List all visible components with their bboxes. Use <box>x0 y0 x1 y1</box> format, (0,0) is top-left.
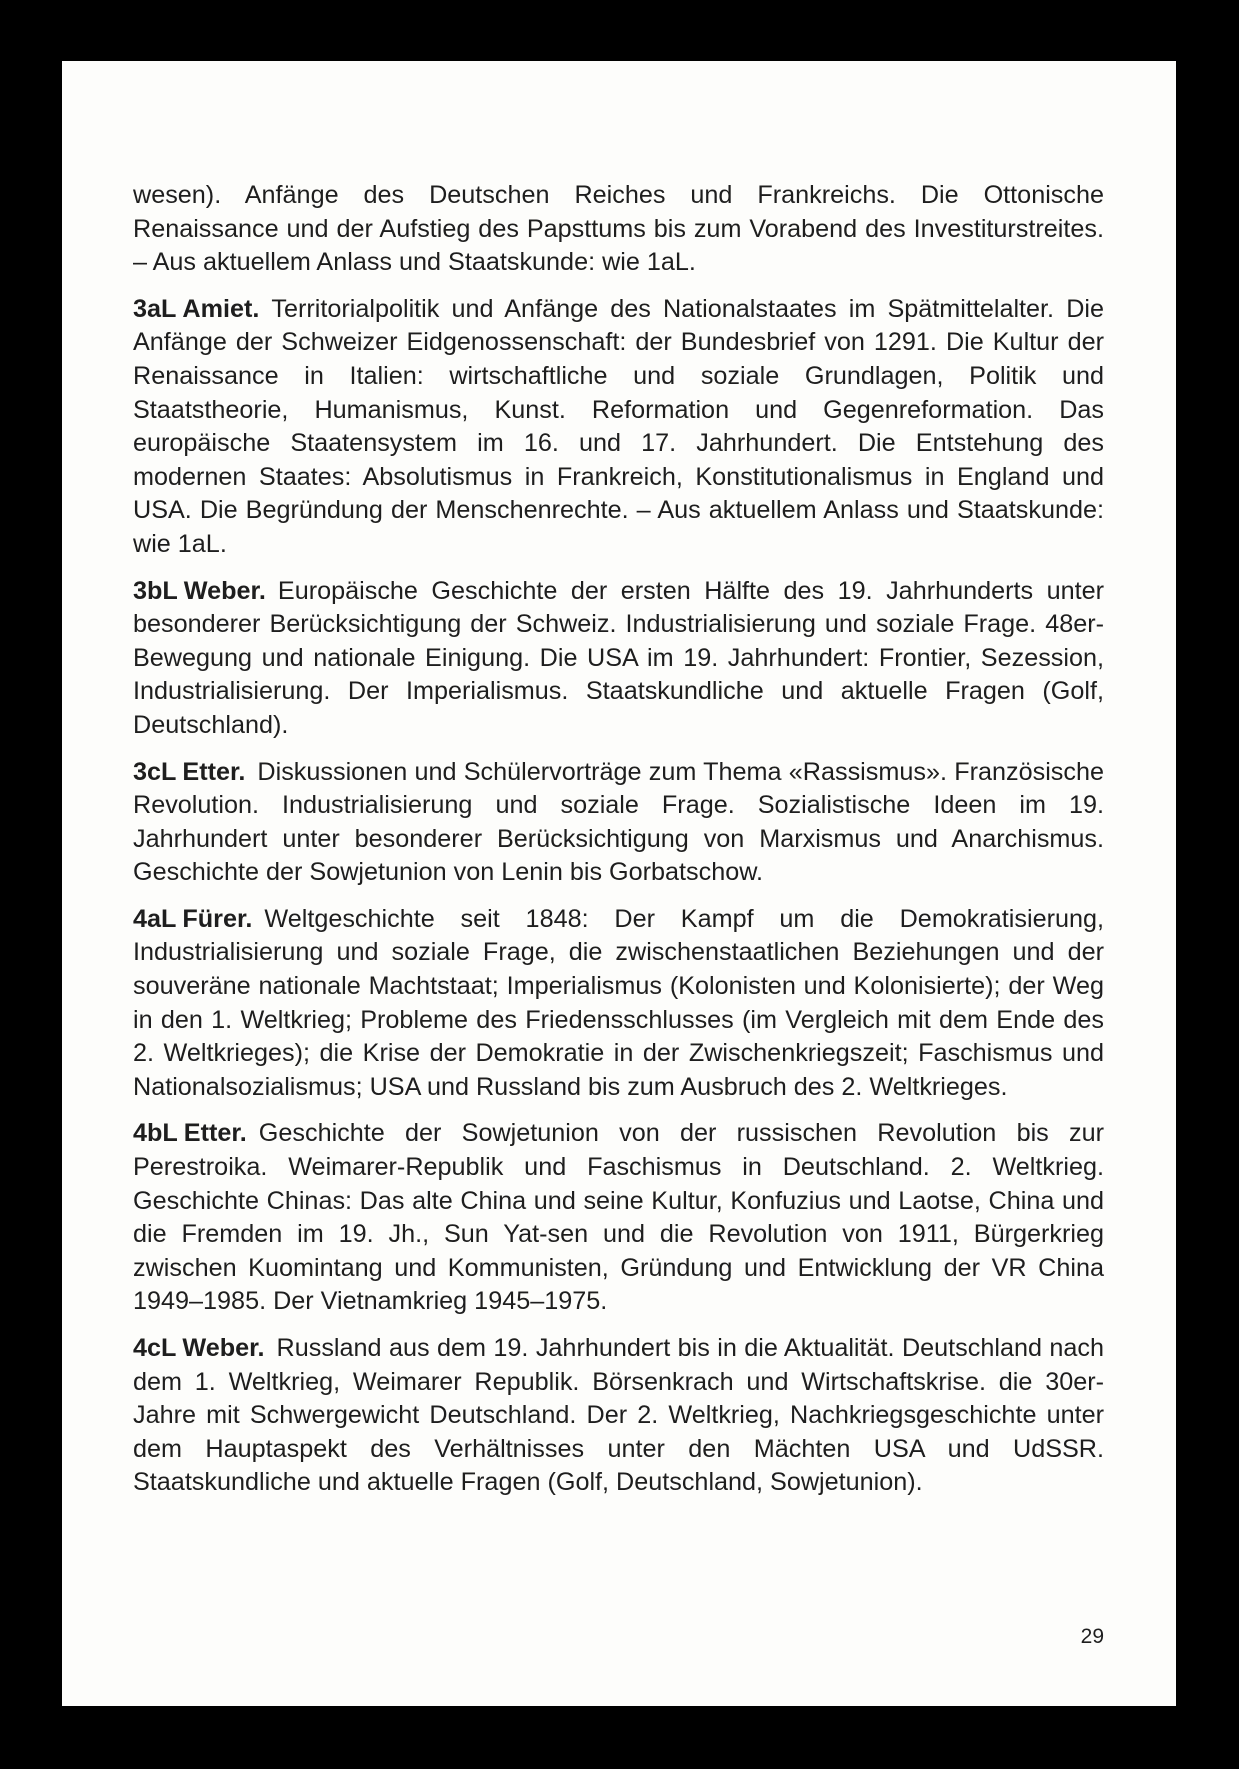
section-text: Weltgeschichte seit 1848: Der Kampf um die Demokratisierung, Industrialisierung und soziale Frage, die zwischenstaatlichen Beziehungen und der souveräne nationale Machtstaat; Imperialismus (Kolonisten und Kolonisierte); der Weg in den 1. Weltkrieg; Probleme des Friedensschlusses (im Vergleich mit dem Ende des 2. Weltkrieges); die Krise der Demokratie in der Zwischenkriegszeit; Faschismus und Nationalsozialismus; USA und Russland bis zum Ausbruch des 2. Weltkrieges. <box>133 904 1104 1101</box>
section-class-code: 4aL <box>133 904 177 933</box>
section-4bL <box>133 1117 1104 1319</box>
section-class-code: 4cL <box>133 1334 177 1362</box>
section-4aL <box>133 903 1104 1105</box>
section-class-code: 3cL <box>133 757 177 786</box>
section-class-code: 3aL <box>133 294 177 323</box>
section-class-code: 3bL <box>133 576 178 605</box>
section-3cL <box>133 756 1104 890</box>
page-number: 29 <box>1080 1625 1104 1648</box>
section-teacher: Weber. <box>182 1334 265 1362</box>
intro-paragraph: wesen). Anfänge des Deutschen Reiches und Frankreichs. Die Ottonische Renaissance und der Aufstieg des Papsttums bis zum Vorabend des Investiturstreites. – Aus aktuellem Anlass und Staatskunde: wie 1aL. <box>133 181 1104 277</box>
section-text: Russland aus dem 19. Jahrhundert bis in die Aktualität. Deutschland nach dem 1. Weltkrieg, Weimarer Republik. Börsenkrach und Wirtschaftskrise. die 30er-Jahre mit Schwergewicht Deutschland. Der 2. Weltkrieg, Nachkriegsgeschichte unter dem Hauptaspekt des Verhältnisses unter den Mächten USA und UdSSR. Staatskundliche und aktuelle Fragen (Golf, Deutschland, Sowjetunion). <box>133 1334 1104 1497</box>
page-content <box>133 179 1104 1513</box>
document-page <box>62 61 1176 1706</box>
section-text: Europäische Geschichte der ersten Hälfte des 19. Jahrhunderts unter besonderer Berücksichtigung der Schweiz. Industrialisierung und soziale Frage. 48er-Bewegung und nationale Einigung. Die USA im 19. Jahrhundert: Frontier, Sezession, Industrialisierung. Der Imperialismus. Staatskundliche und aktuelle Fragen (Golf, Deutschland). <box>133 576 1104 739</box>
section-teacher: Etter. <box>183 1119 247 1148</box>
section-3aL <box>133 293 1104 562</box>
section-teacher: Etter. <box>182 757 246 786</box>
section-3bL <box>133 575 1104 743</box>
section-text: Geschichte der Sowjetunion von der russischen Revolution bis zur Perestroika. Weimarer-Republik und Faschismus in Deutschland. 2. Weltkrieg. Geschichte Chinas: Das alte China und seine Kultur, Konfuzius und Laotse, China und die Fremden im 19. Jh., Sun Yat-sen und die Revolution von 1911, Bürgerkrieg zwischen Kuomintang und Kommunisten, Gründung und Entwicklung der VR China 1949–1985. Der Vietnamkrieg 1945–1975. <box>133 1119 1104 1316</box>
section-teacher: Fürer. <box>182 904 253 933</box>
section-teacher: Weber. <box>183 576 266 605</box>
section-text: Territorialpolitik und Anfänge des Nationalstaates im Spätmittelalter. Die Anfänge der Schweizer Eidgenossenschaft: der Bundesbrief von 1291. Die Kultur der Renaissance in Italien: wirtschaftliche und soziale Grundlagen, Politik und Staatstheorie, Humanismus, Kunst. Reformation und Gegenreformation. Das europäische Staatensystem im 16. und 17. Jahrhundert. Die Entstehung des modernen Staates: Absolutismus in Frankreich, Konstitutionalismus in England und USA. Die Begründung der Menschenrechte. – Aus aktuellem Anlass und Staatskunde: wie 1aL. <box>133 294 1104 558</box>
section-class-code: 4bL <box>133 1119 178 1148</box>
section-teacher: Amiet. <box>182 294 260 323</box>
section-text: Diskussionen und Schülervorträge zum Thema «Rassismus». Französische Revolution. Industrialisierung und soziale Frage. Sozialistische Ideen im 19. Jahrhundert unter besonderer Berücksichtigung von Marxismus und Anarchismus. Geschichte der Sowjetunion von Lenin bis Gorbatschow. <box>133 757 1104 887</box>
section-4cL <box>133 1332 1104 1500</box>
